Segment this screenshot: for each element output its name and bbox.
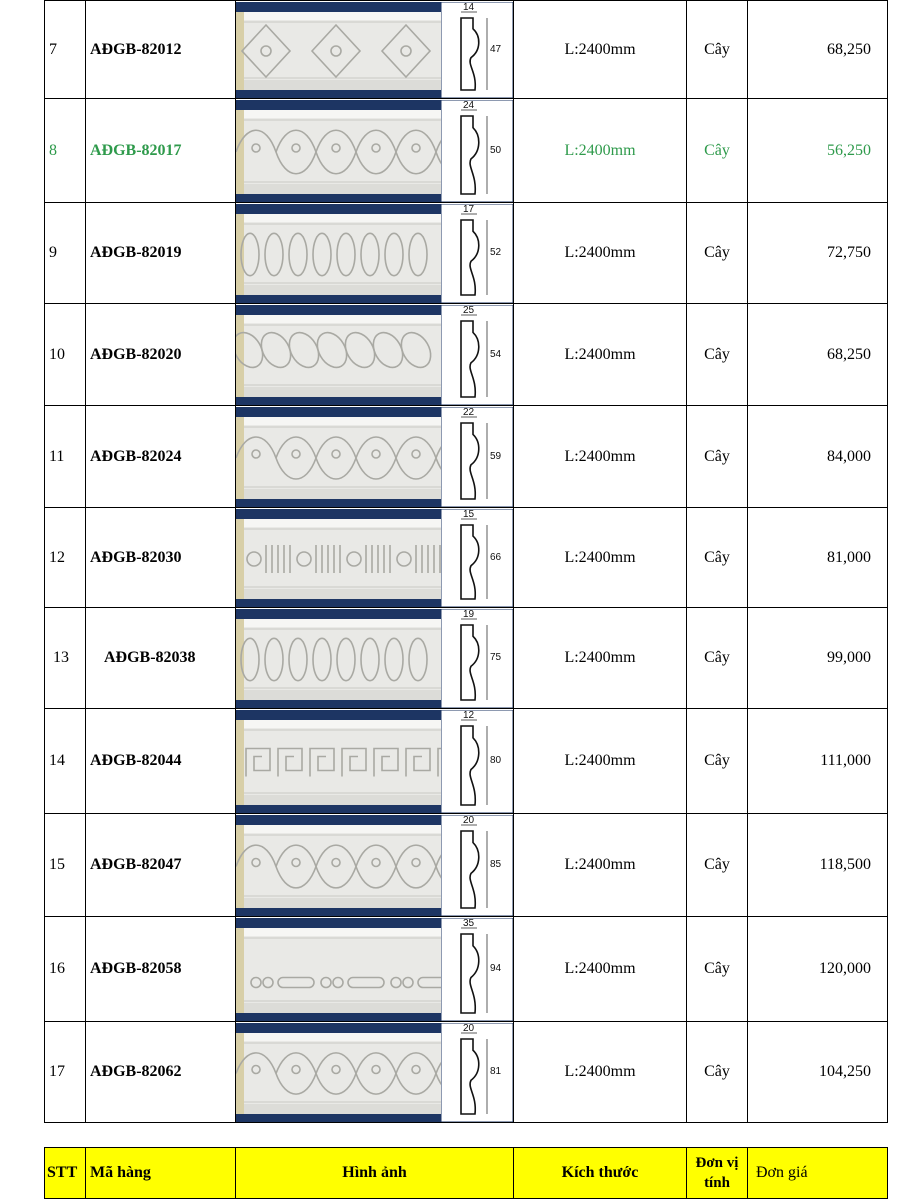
row-image xyxy=(236,203,514,304)
product-rows xyxy=(45,1,888,1123)
row-image xyxy=(236,1022,514,1123)
table-row xyxy=(45,917,888,1022)
row-size: L:2400mm xyxy=(514,709,687,814)
profile-box xyxy=(441,710,513,813)
molding-photo xyxy=(236,2,441,98)
row-image xyxy=(236,304,514,406)
profile-box xyxy=(441,204,513,303)
row-unit: Cây xyxy=(687,1,748,99)
molding-photo xyxy=(236,509,441,607)
row-unit: Cây xyxy=(687,709,748,814)
row-code: AĐGB-82047 xyxy=(86,814,236,917)
row-unit: Cây xyxy=(687,917,748,1022)
row-stt: 17 xyxy=(45,1022,86,1123)
row-price: 68,250 xyxy=(748,304,888,406)
row-price: 56,250 xyxy=(748,99,888,203)
profile-height-label: 52 xyxy=(490,247,502,258)
profile-box xyxy=(441,2,513,98)
row-stt: 14 xyxy=(45,709,86,814)
profile-drawing xyxy=(441,609,513,708)
profile-drawing xyxy=(441,100,513,202)
molding-photo xyxy=(236,609,441,708)
row-unit: Cây xyxy=(687,1022,748,1123)
profile-width-label: 14 xyxy=(463,1,475,13)
profile-box xyxy=(441,407,513,507)
row-stt: 8 xyxy=(45,99,86,203)
row-stt: 9 xyxy=(45,203,86,304)
table-row xyxy=(45,608,888,709)
profile-width-label: 20 xyxy=(463,1022,475,1034)
profile-width-label: 19 xyxy=(463,608,475,620)
profile-height-label: 54 xyxy=(490,348,502,360)
row-code: AĐGB-82020 xyxy=(86,304,236,406)
header-image: Hình ảnh xyxy=(236,1148,514,1199)
profile-box xyxy=(441,1023,513,1122)
profile-width-label: 25 xyxy=(463,304,475,316)
profile-height-label: 66 xyxy=(490,551,502,563)
table-row xyxy=(45,1,888,99)
row-price: 111,000 xyxy=(748,709,888,814)
row-image xyxy=(236,508,514,608)
row-size: L:2400mm xyxy=(514,814,687,917)
header-unit-line1: Đơn vị xyxy=(695,1155,739,1171)
profile-box xyxy=(441,100,513,202)
profile-width-label: 17 xyxy=(463,203,475,215)
profile-width-label: 12 xyxy=(463,709,475,721)
profile-box xyxy=(441,509,513,607)
row-price: 118,500 xyxy=(748,814,888,917)
profile-drawing xyxy=(441,305,513,405)
molding-photo xyxy=(236,710,441,813)
profile-drawing xyxy=(441,509,513,607)
molding-photo xyxy=(236,100,441,202)
row-size: L:2400mm xyxy=(514,99,687,203)
table-row xyxy=(45,99,888,203)
row-unit: Cây xyxy=(687,406,748,508)
row-code: AĐGB-82017 xyxy=(86,99,236,203)
row-code: AĐGB-82058 xyxy=(86,917,236,1022)
row-price: 120,000 xyxy=(748,917,888,1022)
row-size: L:2400mm xyxy=(514,203,687,304)
profile-height-label: 94 xyxy=(490,963,502,974)
row-size: L:2400mm xyxy=(514,406,687,508)
row-code: AĐGB-82044 xyxy=(86,709,236,814)
row-image xyxy=(236,814,514,917)
row-size: L:2400mm xyxy=(514,917,687,1022)
profile-drawing xyxy=(441,204,513,303)
table-row xyxy=(45,814,888,917)
profile-width-label: 20 xyxy=(463,814,475,826)
table-row xyxy=(45,508,888,608)
row-price: 68,250 xyxy=(748,1,888,99)
header-row xyxy=(45,1148,888,1199)
row-image xyxy=(236,709,514,814)
row-unit: Cây xyxy=(687,508,748,608)
profile-drawing xyxy=(441,2,513,98)
profile-height-label: 59 xyxy=(490,450,502,462)
row-size: L:2400mm xyxy=(514,508,687,608)
header-stt: STT xyxy=(45,1148,86,1199)
table-row xyxy=(45,1022,888,1123)
row-stt: 13 xyxy=(45,608,86,709)
row-code: AĐGB-82038 xyxy=(86,608,236,709)
row-image xyxy=(236,406,514,508)
profile-height-label: 50 xyxy=(490,144,502,156)
table-row xyxy=(45,709,888,814)
header-size: Kích thước xyxy=(514,1148,687,1199)
row-code: AĐGB-82062 xyxy=(86,1022,236,1123)
profile-box xyxy=(441,305,513,405)
row-unit: Cây xyxy=(687,99,748,203)
row-size: L:2400mm xyxy=(514,1022,687,1123)
row-code: AĐGB-82030 xyxy=(86,508,236,608)
row-stt: 12 xyxy=(45,508,86,608)
row-price: 81,000 xyxy=(748,508,888,608)
profile-drawing xyxy=(441,710,513,813)
profile-box xyxy=(441,918,513,1021)
profile-width-label: 22 xyxy=(463,406,475,418)
row-image xyxy=(236,1,514,99)
row-code: AĐGB-82012 xyxy=(86,1,236,99)
row-price: 99,000 xyxy=(748,608,888,709)
profile-height-label: 75 xyxy=(490,652,502,663)
profile-drawing xyxy=(441,1023,513,1122)
row-size: L:2400mm xyxy=(514,304,687,406)
row-stt: 15 xyxy=(45,814,86,917)
profile-drawing xyxy=(441,918,513,1021)
profile-drawing xyxy=(441,407,513,507)
row-unit: Cây xyxy=(687,608,748,709)
row-size: L:2400mm xyxy=(514,608,687,709)
header-unit-line2: tính xyxy=(704,1175,730,1191)
profile-box xyxy=(441,815,513,916)
profile-drawing xyxy=(441,815,513,916)
table-row xyxy=(45,304,888,406)
row-code: AĐGB-82024 xyxy=(86,406,236,508)
row-price: 72,750 xyxy=(748,203,888,304)
molding-photo xyxy=(236,1023,441,1122)
row-price: 84,000 xyxy=(748,406,888,508)
table-row xyxy=(45,406,888,508)
molding-photo xyxy=(236,204,441,303)
molding-photo xyxy=(236,815,441,916)
molding-photo xyxy=(236,918,441,1021)
profile-height-label: 85 xyxy=(490,859,502,870)
row-price: 104,250 xyxy=(748,1022,888,1123)
header-code: Mã hàng xyxy=(86,1148,236,1199)
profile-width-label: 24 xyxy=(463,99,475,111)
row-stt: 11 xyxy=(45,406,86,508)
profile-width-label: 15 xyxy=(463,508,475,520)
row-image xyxy=(236,917,514,1022)
row-unit: Cây xyxy=(687,203,748,304)
table-row xyxy=(45,203,888,304)
profile-box xyxy=(441,609,513,708)
header-unit xyxy=(687,1148,748,1199)
row-unit: Cây xyxy=(687,304,748,406)
header-price: Đơn giá xyxy=(748,1148,888,1199)
profile-height-label: 80 xyxy=(490,755,502,766)
row-unit: Cây xyxy=(687,814,748,917)
product-price-table xyxy=(44,0,888,1123)
molding-photo xyxy=(236,305,441,405)
row-size: L:2400mm xyxy=(514,1,687,99)
row-image xyxy=(236,608,514,709)
row-stt: 7 xyxy=(45,1,86,99)
profile-height-label: 47 xyxy=(490,43,502,55)
profile-height-label: 81 xyxy=(490,1066,502,1077)
table-header-row xyxy=(44,1147,888,1199)
row-stt: 16 xyxy=(45,917,86,1022)
molding-photo xyxy=(236,407,441,507)
row-image xyxy=(236,99,514,203)
row-stt: 10 xyxy=(45,304,86,406)
profile-width-label: 35 xyxy=(463,917,475,929)
row-code: AĐGB-82019 xyxy=(86,203,236,304)
